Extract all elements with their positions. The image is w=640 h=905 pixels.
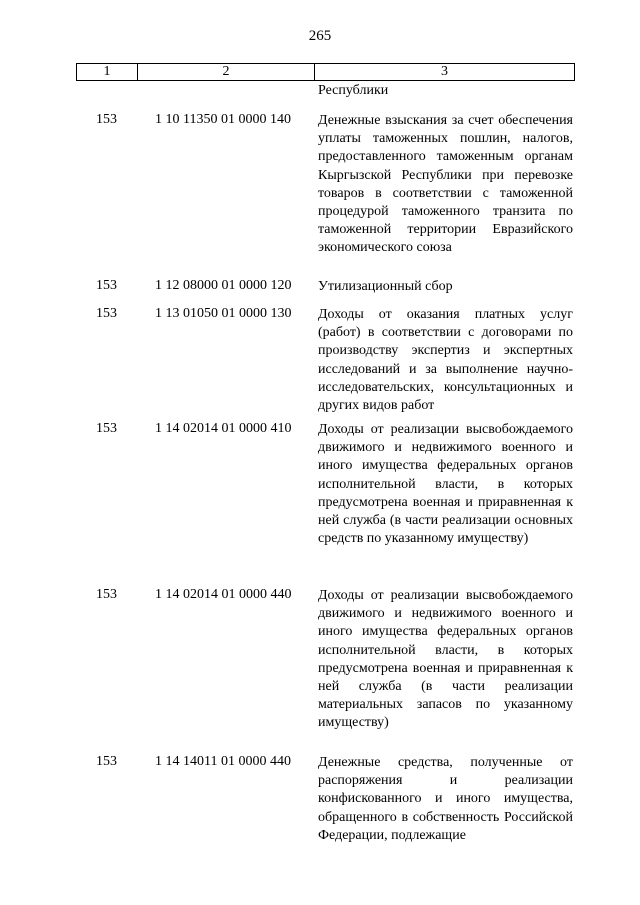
row-description: Доходы от реализации высвобождаемого движимого и недвижимого военного и иного имущества федеральных органов исполнительной власти, в которых предусмотрена военная и приравненная к ней служба (в части реализации материальных запасов по указанному имуществу) bbox=[318, 588, 573, 731]
kbk-code: 1 12 08000 01 0000 120 bbox=[155, 278, 292, 293]
kbk-code: 1 13 01050 01 0000 130 bbox=[155, 306, 292, 321]
admin-code: 153 bbox=[96, 754, 117, 769]
kbk-code: 1 14 14011 01 0000 440 bbox=[155, 754, 291, 769]
continuation-text: Республики bbox=[318, 83, 389, 98]
admin-code: 153 bbox=[96, 306, 117, 321]
admin-code: 153 bbox=[96, 587, 117, 602]
row-description: Утилизационный сбор bbox=[318, 279, 453, 294]
admin-code: 153 bbox=[96, 421, 117, 436]
admin-code: 153 bbox=[96, 112, 117, 127]
row-description: Денежные средства, полученные от распоряжения и реализации конфискованного и иного имущества, обращенного в собственность Российской Федерации, подлежащие bbox=[318, 755, 573, 843]
admin-code: 153 bbox=[96, 278, 117, 293]
table-header bbox=[76, 63, 575, 81]
header-col-3: 3 bbox=[315, 64, 575, 81]
header-col-2: 2 bbox=[138, 64, 315, 81]
row-description: Доходы от реализации высвобождаемого движимого и недвижимого военного и иного имущества федеральных органов исполнительной власти, в которых предусмотрена военная и приравненная к ней служба (в части реализации основных средств по указанному имуществу) bbox=[318, 422, 573, 547]
kbk-code: 1 14 02014 01 0000 440 bbox=[155, 587, 292, 602]
page-number: 265 bbox=[308, 28, 332, 44]
kbk-code: 1 10 11350 01 0000 140 bbox=[155, 112, 291, 127]
header-col-1: 1 bbox=[77, 64, 138, 81]
row-description: Доходы от оказания платных услуг (работ) в соответствии с договорами по производству экспертиз и экспертных исследований и за выполнение научно-исследовательских, консультационных и других видов работ bbox=[318, 307, 573, 414]
row-description: Денежные взыскания за счет обеспечения уплаты таможенных пошлин, налогов, предоставленного таможенным органам Кыргызской Республики при перевозке товаров в соответствии с таможенной процедурой таможенного транзита по таможенной территории Евразийского экономического союза bbox=[318, 113, 573, 256]
kbk-code: 1 14 02014 01 0000 410 bbox=[155, 421, 292, 436]
